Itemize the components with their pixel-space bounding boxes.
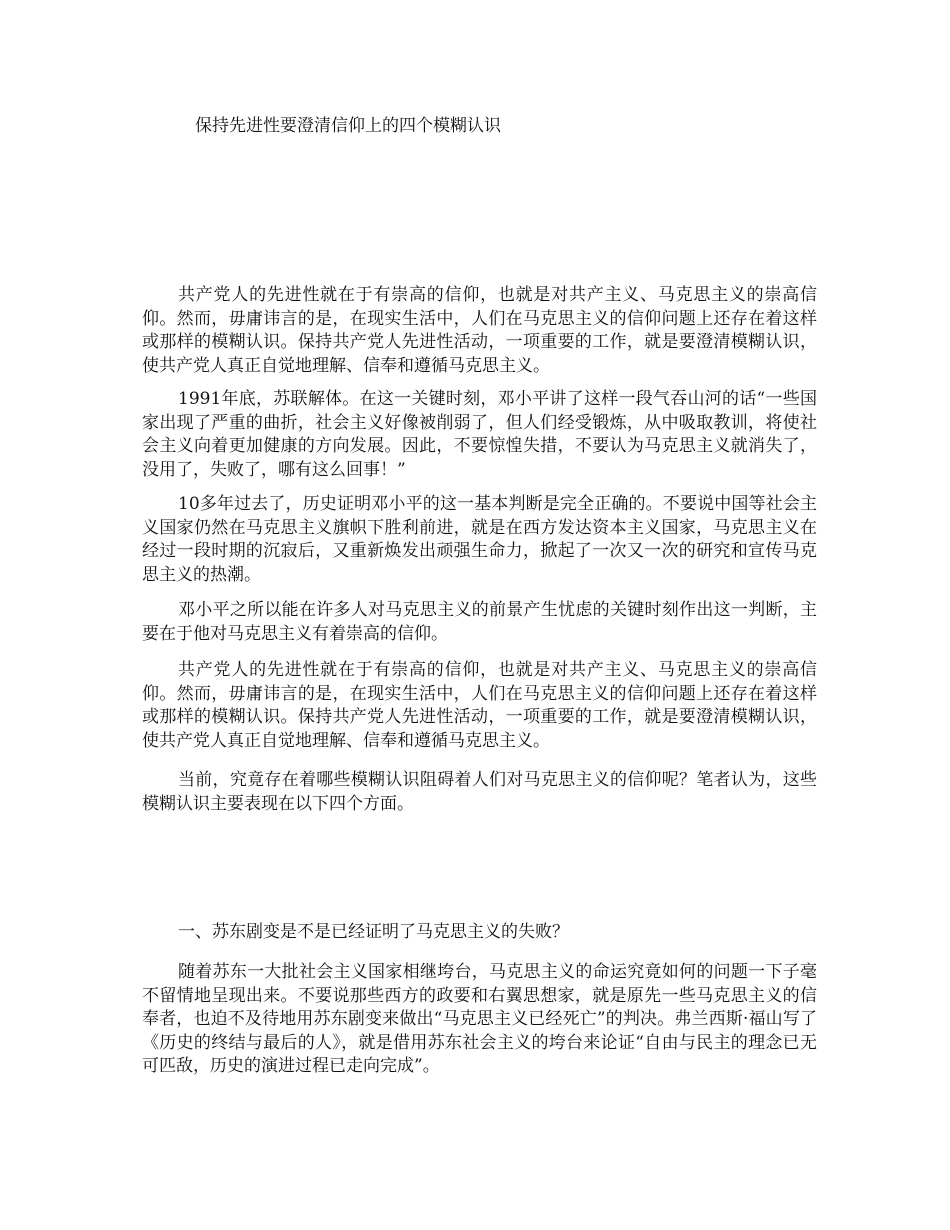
section-paragraph-1: 随着苏东一大批社会主义国家相继垮台，马克思主义的命运究竟如何的问题一下子毫不留情地呈现出来。不要说那些西方的政要和右翼思想家，就是原先一些马克思主义的信奉者，也迫不及待地用苏东剧变来做出“马克思主义已经死亡”的判决。弗兰西斯·福山写了《历史的终结与最后的人》，就是借用苏东社会主义的垮台来论证“自由与民主的理念已无可匹敌，历史的演进过程已走向完成”。	[142, 962, 817, 1076]
paragraph-4: 邓小平之所以能在许多人对马克思主义的前景产生忧虑的关键时刻作出这一判断，主要在于他对马克思主义有着崇高的信仰。	[142, 600, 817, 644]
paragraph-2: 1991年底，苏联解体。在这一关键时刻，邓小平讲了这样一段气吞山河的话“一些国家出现了严重的曲折，社会主义好像被削弱了，但人们经受锻炼，从中吸取教训，将使社会主义向着更加健康的方向发展。因此，不要惊惶失措，不要认为马克思主义就消失了，没用了，失败了，哪有这么回事！”	[142, 389, 817, 480]
document-title: 保持先进性要澄清信仰上的四个模糊认识	[195, 116, 501, 136]
paragraph-1: 共产党人的先进性就在于有崇高的信仰，也就是对共产主义、马克思主义的崇高信仰。然而，毋庸讳言的是，在现实生活中，人们在马克思主义的信仰问题上还存在着这样或那样的模糊认识。保持共产党人先进性活动，一项重要的工作，就是要澄清模糊认识，使共产党人真正自觉地理解、信奉和遵循马克思主义。	[142, 285, 817, 376]
section-heading: 一、苏东剧变是不是已经证明了马克思主义的失败？	[178, 922, 569, 942]
paragraph-5: 共产党人的先进性就在于有崇高的信仰，也就是对共产主义、马克思主义的崇高信仰。然而，毋庸讳言的是，在现实生活中，人们在马克思主义的信仰问题上还存在着这样或那样的模糊认识。保持共产党人先进性活动，一项重要的工作，就是要澄清模糊认识，使共产党人真正自觉地理解、信奉和遵循马克思主义。	[142, 660, 817, 751]
paragraph-6: 当前，究竟存在着哪些模糊认识阻碍着人们对马克思主义的信仰呢？笔者认为，这些模糊认识主要表现在以下四个方面。	[142, 770, 817, 814]
paragraph-3: 10多年过去了，历史证明邓小平的这一基本判断是完全正确的。不要说中国等社会主义国家仍然在马克思主义旗帜下胜利前进，就是在西方发达资本主义国家，马克思主义在经过一段时期的沉寂后，又重新焕发出顽强生命力，掀起了一次又一次的研究和宣传马克思主义的热潮。	[142, 494, 817, 585]
